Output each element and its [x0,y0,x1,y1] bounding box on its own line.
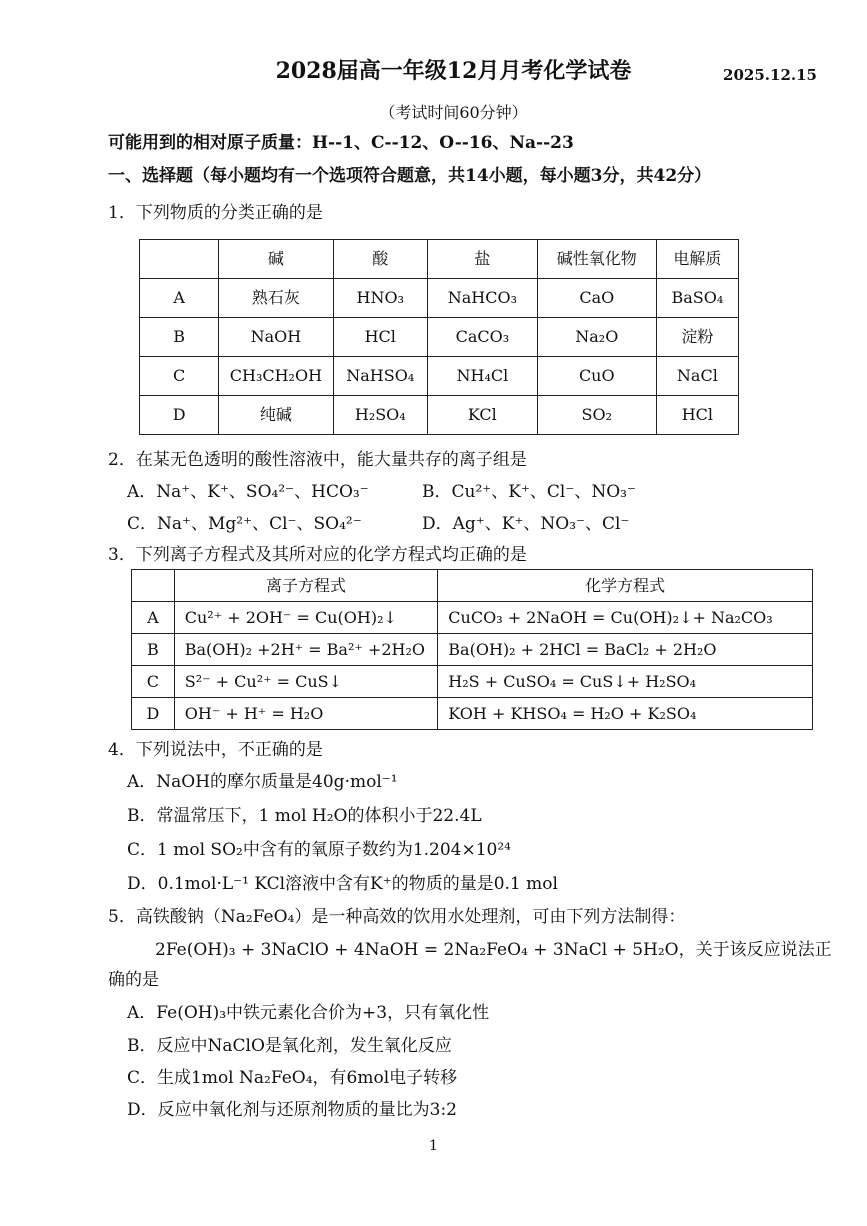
table-cell: CuCO₃ + 2NaOH = Cu(OH)₂↓+ Na₂CO₃ [438,602,813,634]
table-header-row [132,570,813,602]
table-row [132,602,813,634]
exam-date: 2025.12.15 [723,66,817,84]
page-number: 1 [429,1138,438,1154]
table-row [140,357,739,396]
table-cell: Na₂O [537,318,656,357]
table-cell: D [140,396,219,435]
question-4-option-a: A．NaOH的摩尔质量是40g·mol⁻¹ [127,772,398,792]
question-2-stem: 2．在某无色透明的酸性溶液中，能大量共存的离子组是 [108,450,527,470]
table-cell: C [132,666,175,698]
question-5-equation: 2Fe(OH)₃ + 3NaClO + 4NaOH = 2Na₂FeO₄ + 3NaCl + 5H₂O，关于该反应说法正 [155,940,832,960]
table-header-cell: 碱 [219,240,333,279]
table-cell: NH₄Cl [427,357,537,396]
table-cell: H₂SO₄ [333,396,427,435]
question-2-option-a: A．Na⁺、K⁺、SO₄²⁻、HCO₃⁻ [127,482,369,502]
table-cell: D [132,698,175,730]
table-cell: B [140,318,219,357]
table-cell: CH₃CH₂OH [219,357,333,396]
table-header-row [140,240,739,279]
table-cell: NaOH [219,318,333,357]
question-1-table [139,239,739,435]
question-5-stem-continued: 确的是 [108,970,159,990]
table-row [140,396,739,435]
question-1-stem: 1．下列物质的分类正确的是 [108,203,323,223]
question-2-option-d: D．Ag⁺、K⁺、NO₃⁻、Cl⁻ [422,514,630,534]
table-header-cell [140,240,219,279]
table-cell: Cu²⁺ + 2OH⁻ = Cu(OH)₂↓ [174,602,438,634]
question-4-option-c: C．1 mol SO₂中含有的氧原子数约为1.204×10²⁴ [127,840,511,860]
table-header-cell: 离子方程式 [174,570,438,602]
table-cell: KCl [427,396,537,435]
table-row [140,279,739,318]
table-cell: HCl [333,318,427,357]
table-cell: B [132,634,175,666]
table-cell: A [132,602,175,634]
table-cell: Ba(OH)₂ + 2HCl = BaCl₂ + 2H₂O [438,634,813,666]
question-4-option-b: B．常温常压下，1 mol H₂O的体积小于22.4L [127,806,482,826]
table-cell: C [140,357,219,396]
table-header-cell: 电解质 [656,240,738,279]
table-cell: H₂S + CuSO₄ = CuS↓+ H₂SO₄ [438,666,813,698]
table-row [132,666,813,698]
table-cell: CuO [537,357,656,396]
table-cell: HCl [656,396,738,435]
table-header-cell [132,570,175,602]
table-row [140,318,739,357]
table-cell: 淀粉 [656,318,738,357]
table-row [132,634,813,666]
table-cell: NaCl [656,357,738,396]
table-cell: 纯碱 [219,396,333,435]
table-header-cell: 盐 [427,240,537,279]
table-cell: HNO₃ [333,279,427,318]
table-cell: NaHCO₃ [427,279,537,318]
section-heading: 一、选择题（每小题均有一个选项符合题意，共14小题，每小题3分，共42分） [108,166,712,186]
table-cell: 熟石灰 [219,279,333,318]
table-cell: NaHSO₄ [333,357,427,396]
table-header-cell: 酸 [333,240,427,279]
question-2-option-c: C．Na⁺、Mg²⁺、Cl⁻、SO₄²⁻ [127,514,362,534]
table-cell: KOH + KHSO₄ = H₂O + K₂SO₄ [438,698,813,730]
question-5-option-c: C．生成1mol Na₂FeO₄，有6mol电子转移 [127,1068,458,1088]
question-5-option-d: D．反应中氧化剂与还原剂物质的量比为3:2 [127,1100,457,1120]
table-cell: OH⁻ + H⁺ = H₂O [174,698,438,730]
exam-duration: （考试时间60分钟） [379,103,528,122]
question-3-table [131,569,813,730]
question-4-option-d: D．0.1mol·L⁻¹ KCl溶液中含有K⁺的物质的量是0.1 mol [127,874,558,894]
question-2-option-b: B．Cu²⁺、K⁺、Cl⁻、NO₃⁻ [422,482,636,502]
atomic-masses: 可能用到的相对原子质量：H--1、C--12、O--16、Na--23 [108,133,574,153]
question-5-option-a: A．Fe(OH)₃中铁元素化合价为+3，只有氧化性 [127,1003,490,1023]
table-row [132,698,813,730]
question-5-stem: 5．高铁酸钠（Na₂FeO₄）是一种高效的饮用水处理剂，可由下列方法制得： [108,907,686,927]
exam-title: 2028届高一年级12月月考化学试卷 [275,58,632,84]
question-5-option-b: B．反应中NaClO是氧化剂，发生氧化反应 [127,1036,452,1056]
table-cell: S²⁻ + Cu²⁺ = CuS↓ [174,666,438,698]
table-cell: BaSO₄ [656,279,738,318]
question-3-stem: 3．下列离子方程式及其所对应的化学方程式均正确的是 [108,545,527,565]
table-cell: CaCO₃ [427,318,537,357]
question-4-stem: 4．下列说法中，不正确的是 [108,740,323,760]
table-cell: SO₂ [537,396,656,435]
table-cell: A [140,279,219,318]
table-cell: Ba(OH)₂ +2H⁺ = Ba²⁺ +2H₂O [174,634,438,666]
table-cell: CaO [537,279,656,318]
table-header-cell: 碱性氧化物 [537,240,656,279]
table-header-cell: 化学方程式 [438,570,813,602]
